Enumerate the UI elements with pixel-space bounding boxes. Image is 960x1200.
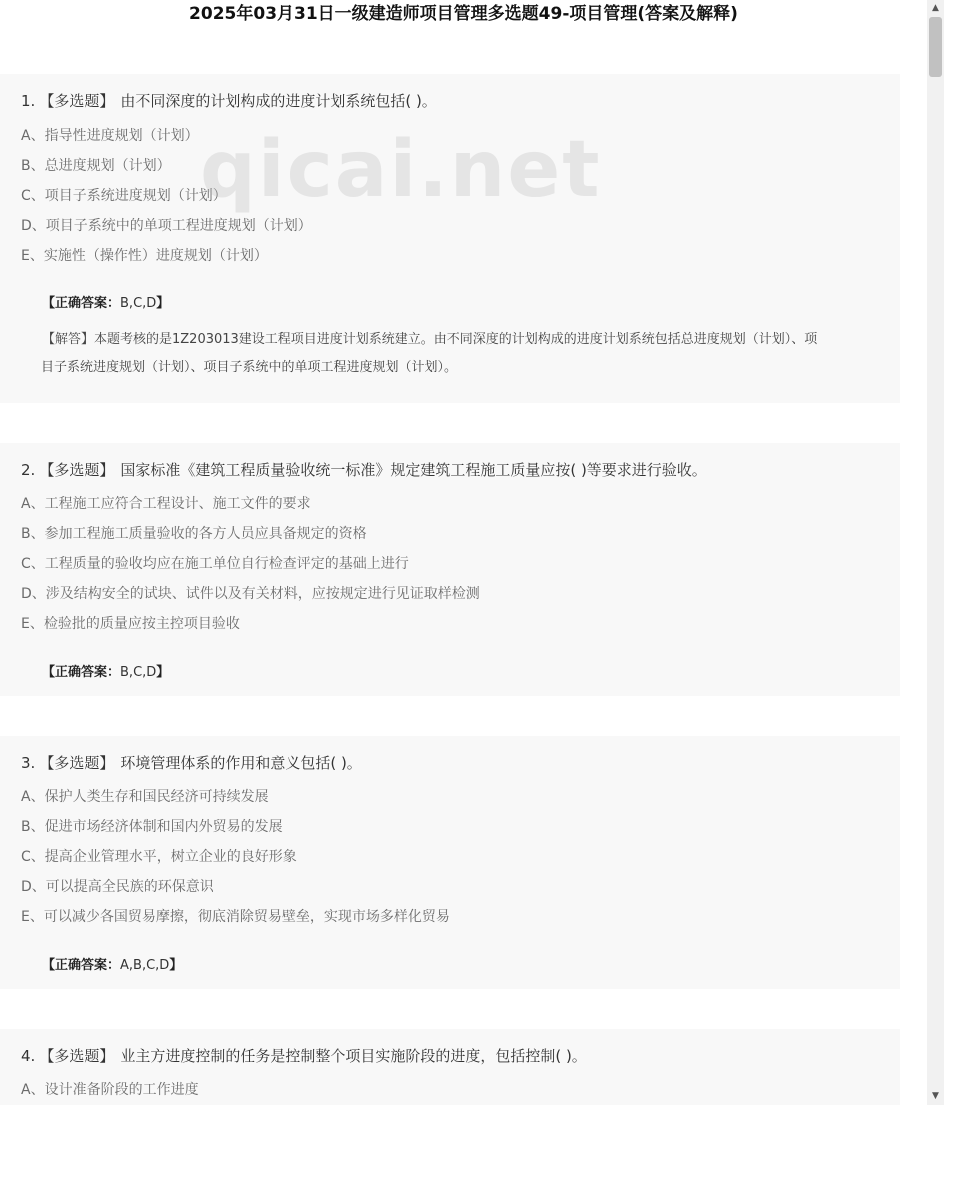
option-b: B、促进市场经济体制和国内外贸易的发展 <box>21 819 283 835</box>
option-d: D、可以提高全民族的环保意识 <box>21 879 214 895</box>
answer-value: B,C,D <box>120 665 157 680</box>
question-stem <box>21 1045 587 1067</box>
option-a: A、工程施工应符合工程设计、施工文件的要求 <box>21 496 311 512</box>
question-text: 由不同深度的计划构成的进度计划系统包括( )。 <box>120 92 437 110</box>
answer-value: A,B,C,D <box>120 958 170 973</box>
question-card-3 <box>0 736 900 989</box>
question-number: 4. <box>21 1047 36 1065</box>
option-c: C、工程质量的验收均应在施工单位自行检查评定的基础上进行 <box>21 556 409 572</box>
correct-answer <box>42 956 182 976</box>
question-number: 1. <box>21 92 36 110</box>
correct-answer <box>42 294 169 314</box>
answer-value: B,C,D <box>120 296 157 311</box>
correct-answer <box>42 663 169 683</box>
scroll-down-arrow-icon[interactable]: ▼ <box>932 1091 939 1101</box>
question-type-tag: 【多选题】 <box>39 92 115 110</box>
option-d: D、涉及结构安全的试块、试件以及有关材料，应按规定进行见证取样检测 <box>21 586 480 602</box>
option-e: E、实施性（操作性）进度规划（计划） <box>21 248 268 264</box>
analysis-line-1: 【解答】本题考核的是1Z203013建设工程项目进度计划系统建立。由不同深度的计划构成的进度计划系统包括总进度规划（计划）、项 <box>42 332 818 347</box>
answer-close: 】 <box>156 296 170 311</box>
question-stem <box>21 752 362 774</box>
option-a: A、设计准备阶段的工作进度 <box>21 1082 199 1098</box>
option-a: A、保护人类生存和国民经济可持续发展 <box>21 789 269 805</box>
question-type-tag: 【多选题】 <box>39 1047 115 1065</box>
answer-analysis <box>42 326 880 382</box>
answer-label: 【正确答案： <box>42 665 121 680</box>
option-a: A、指导性进度规划（计划） <box>21 128 199 144</box>
question-stem <box>21 459 707 481</box>
option-c: C、提高企业管理水平，树立企业的良好形象 <box>21 849 297 865</box>
scrollbar-thumb[interactable] <box>929 17 942 77</box>
question-number: 3. <box>21 754 36 772</box>
question-number: 2. <box>21 461 36 479</box>
option-b: B、参加工程施工质量验收的各方人员应具备规定的资格 <box>21 526 367 542</box>
option-e: E、可以减少各国贸易摩擦，彻底消除贸易壁垒，实现市场多样化贸易 <box>21 909 450 925</box>
question-type-tag: 【多选题】 <box>39 754 115 772</box>
question-type-tag: 【多选题】 <box>39 461 115 479</box>
answer-close: 】 <box>156 665 170 680</box>
scroll-up-arrow-icon[interactable]: ▲ <box>932 3 939 13</box>
question-text: 环境管理体系的作用和意义包括( )。 <box>120 754 362 772</box>
answer-label: 【正确答案： <box>42 296 121 311</box>
answer-close: 】 <box>169 958 183 973</box>
vertical-scrollbar[interactable] <box>927 0 944 1105</box>
question-stem <box>21 90 437 112</box>
question-card-1 <box>0 74 900 403</box>
page-title: 2025年03月31日一级建造师项目管理多选题49-项目管理(答案及解释) <box>189 4 738 24</box>
question-text: 国家标准《建筑工程质量验收统一标准》规定建筑工程施工质量应按( )等要求进行验收。 <box>120 461 707 479</box>
option-b: B、总进度规划（计划） <box>21 158 171 174</box>
site-watermark: qicai.net <box>200 125 602 215</box>
option-d: D、项目子系统中的单项工程进度规划（计划） <box>21 218 312 234</box>
option-e: E、检验批的质量应按主控项目验收 <box>21 616 240 632</box>
question-card-4 <box>0 1029 900 1105</box>
answer-label: 【正确答案： <box>42 958 121 973</box>
question-text: 业主方进度控制的任务是控制整个项目实施阶段的进度，包括控制( )。 <box>120 1047 587 1065</box>
question-card-2 <box>0 443 900 696</box>
analysis-line-2: 目子系统进度规划（计划）、项目子系统中的单项工程进度规划（计划）。 <box>41 360 458 375</box>
option-c: C、项目子系统进度规划（计划） <box>21 188 227 204</box>
